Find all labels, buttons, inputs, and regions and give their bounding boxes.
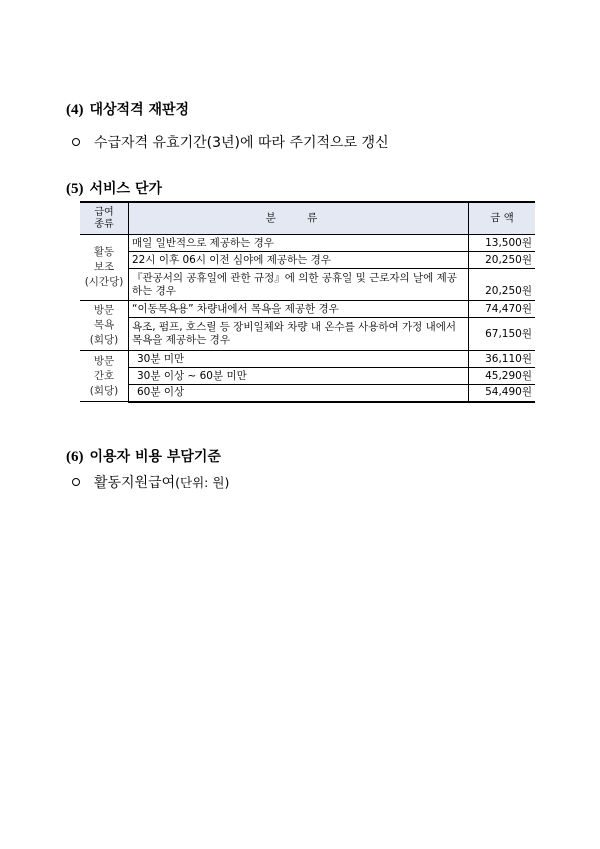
price-cell: 74,470원	[469, 301, 536, 318]
desc-cell: 60분 이상	[129, 385, 469, 402]
bullet-text: 수급자격 유효기간(3년)에 따라 주기적으로 갱신	[94, 135, 389, 151]
category-text: 방문 간호 (회당)	[89, 354, 119, 397]
section-6-heading	[66, 446, 221, 466]
header-benefit-type	[80, 202, 129, 235]
table-header-row	[80, 202, 535, 235]
desc-cell: 30분 미만	[129, 351, 469, 368]
price-cell: 67,150원	[469, 318, 536, 351]
price-cell: 54,490원	[469, 385, 536, 402]
hollow-circle-icon	[72, 138, 80, 146]
table-row	[80, 252, 535, 269]
desc-cell: 매일 일반적으로 제공하는 경우	[129, 235, 469, 252]
hollow-circle-icon	[72, 478, 80, 486]
bullet-text: 활동지원급여	[94, 475, 176, 491]
desc-cell: 『관공서의 공휴일에 관한 규정』에 의한 공휴일 및 근로자의 날에 제공하는 경우	[129, 269, 469, 301]
header-amount-text: 금 액	[490, 212, 514, 224]
section-4-bullet	[72, 132, 389, 152]
section-6-bullet	[72, 472, 229, 492]
section-4-heading	[66, 99, 189, 119]
desc-cell: 30분 이상 ~ 60분 미만	[129, 368, 469, 385]
price-cell: 45,290원	[469, 368, 536, 385]
table-row	[80, 318, 535, 351]
section-title: 대상적격 재판정	[89, 102, 190, 118]
section-number: (4)	[66, 102, 84, 118]
header-classification-text: 분 류	[265, 212, 332, 224]
section-number: (5)	[66, 181, 84, 197]
category-cell	[80, 351, 129, 402]
table-row	[80, 385, 535, 402]
category-text: 활동 보조 (시간당)	[84, 246, 124, 288]
service-rate-table	[80, 201, 535, 403]
desc-cell: 욕조, 펌프, 호스릴 등 장비일체와 차량 내 온수를 사용하여 가정 내에서 목욕을 제공하는 경우	[129, 318, 469, 351]
table-row	[80, 368, 535, 385]
table-row	[80, 351, 535, 368]
table-row	[80, 269, 535, 301]
section-title: 이용자 비용 부담기준	[89, 449, 221, 465]
table-row	[80, 235, 535, 252]
desc-cell: “이동목욕용” 차량내에서 목욕을 제공한 경우	[129, 301, 469, 318]
category-cell	[80, 301, 129, 351]
unit-note: (단위: 원)	[175, 475, 230, 490]
header-classification	[129, 202, 469, 235]
section-5-heading	[66, 178, 162, 198]
header-amount	[469, 202, 536, 235]
price-cell: 13,500원	[469, 235, 536, 252]
price-cell: 20,250원	[469, 269, 536, 301]
category-text: 방문 목욕 (회당)	[89, 304, 119, 346]
desc-cell: 22시 이후 06시 이전 심야에 제공하는 경우	[129, 252, 469, 269]
table-row	[80, 301, 535, 318]
header-benefit-type-text: 급여 종류	[94, 206, 114, 230]
category-cell	[80, 235, 129, 301]
price-cell: 36,110원	[469, 351, 536, 368]
section-title: 서비스 단가	[89, 181, 162, 197]
price-cell: 20,250원	[469, 252, 536, 269]
section-number: (6)	[66, 449, 84, 465]
